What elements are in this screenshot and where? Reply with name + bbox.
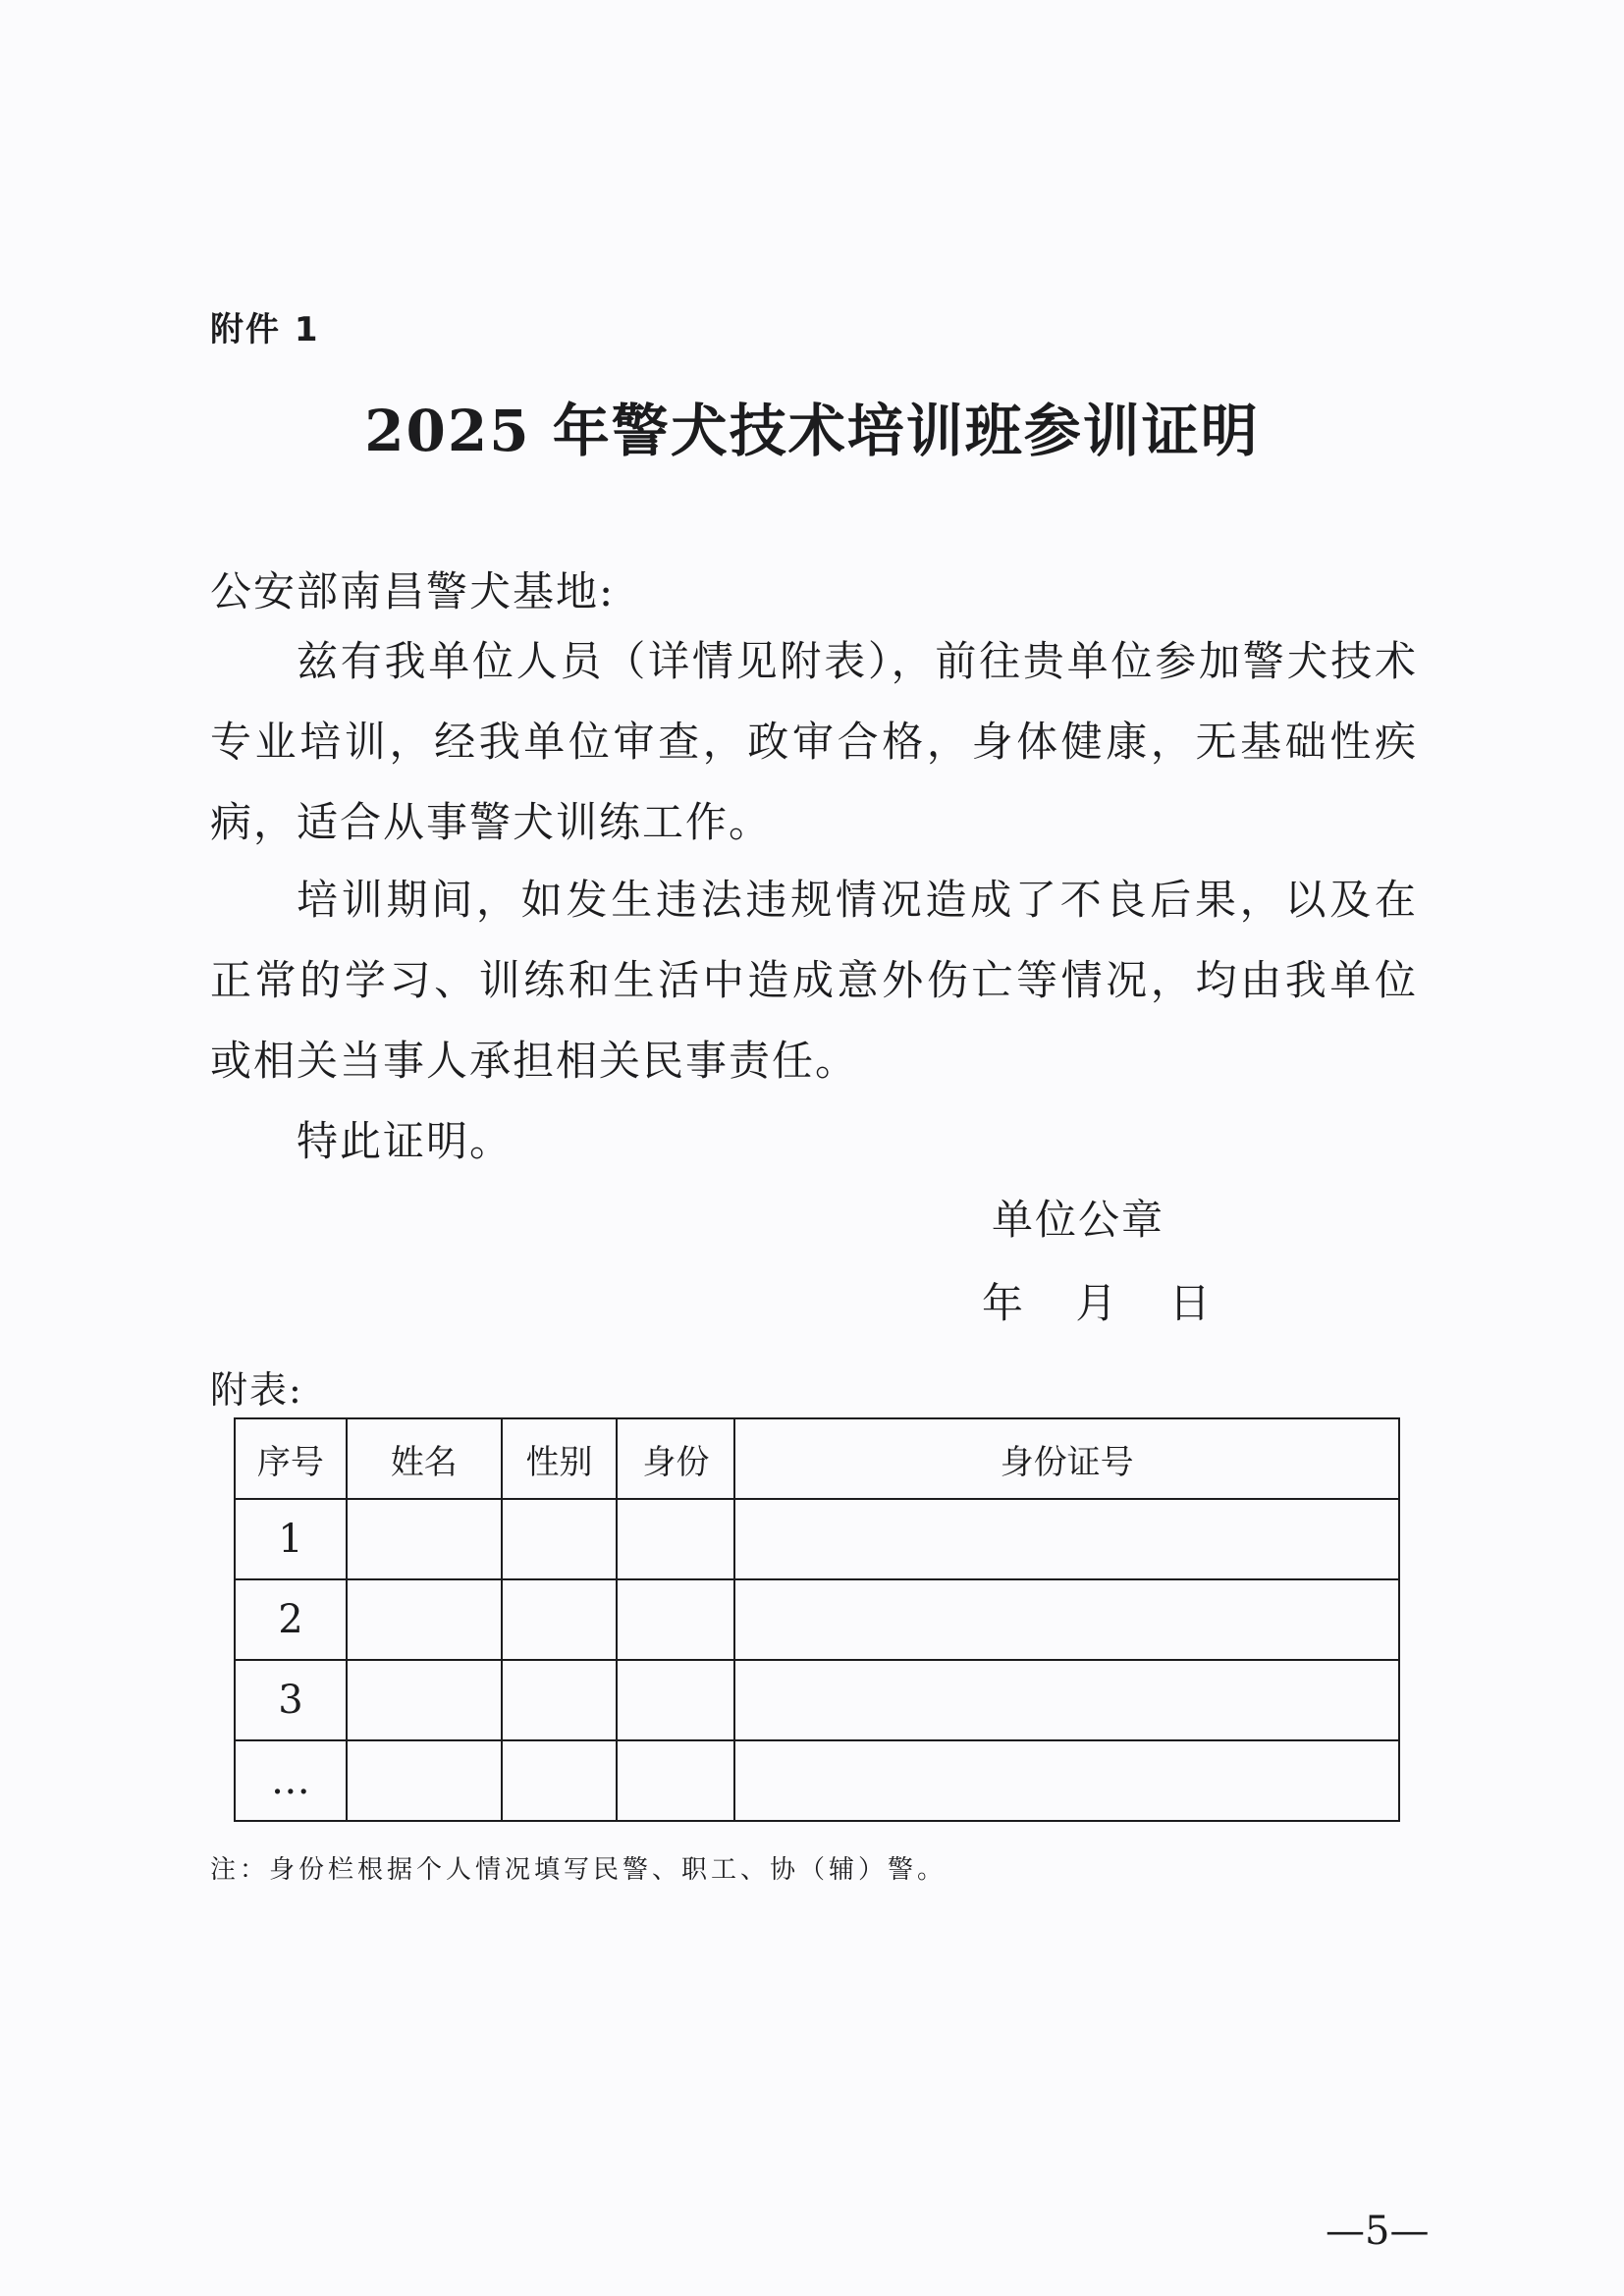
annex-label: 附表: (210, 1368, 303, 1412)
attachment-label: 附件 1 (210, 310, 320, 349)
paragraph-2: 培训期间，如发生违法违规情况造成了不良后果，以及在正常的学习、训练和生活中造成意外伤亡等情况，均由我单位或相关当事人承担相关民事责任。 (210, 876, 1418, 1085)
cell-name (347, 1579, 502, 1660)
cell-serial: 3 (235, 1660, 347, 1740)
cell-serial: … (235, 1740, 347, 1821)
header-identity: 身份 (617, 1418, 734, 1499)
cell-gender (502, 1660, 618, 1740)
date-month-label: 月 (1075, 1279, 1117, 1327)
cell-name (347, 1499, 502, 1579)
header-name: 姓名 (347, 1418, 502, 1499)
header-id-number: 身份证号 (734, 1418, 1399, 1499)
table-header-row (235, 1418, 1399, 1499)
cell-id-number (734, 1579, 1399, 1660)
table-note: 注：身份栏根据个人情况填写民警、职工、协（辅）警。 (210, 1855, 947, 1885)
cell-identity (617, 1499, 734, 1579)
cell-id-number (734, 1499, 1399, 1579)
table-row (235, 1579, 1399, 1660)
cell-identity (617, 1660, 734, 1740)
header-serial: 序号 (235, 1418, 347, 1499)
cell-serial: 1 (235, 1499, 347, 1579)
date-year-label: 年 (982, 1279, 1024, 1327)
date-day-label: 日 (1168, 1279, 1211, 1327)
paragraph-1: 兹有我单位人员（详情见附表），前往贵单位参加警犬技术专业培训，经我单位审查，政审合格，身体健康，无基础性疾病，适合从事警犬训练工作。 (210, 637, 1418, 846)
addressee: 公安部南昌警犬基地: (210, 567, 616, 615)
paragraph-3: 特此证明。 (297, 1117, 514, 1165)
cell-identity (617, 1740, 734, 1821)
cell-name (347, 1660, 502, 1740)
date-line (982, 1271, 1211, 1330)
cell-gender (502, 1579, 618, 1660)
cell-name (347, 1740, 502, 1821)
header-gender: 性别 (502, 1418, 618, 1499)
table-row (235, 1660, 1399, 1740)
document-title: 2025 年警犬技术培训班参训证明 (364, 398, 1260, 464)
cell-id-number (734, 1740, 1399, 1821)
cell-gender (502, 1499, 618, 1579)
cell-identity (617, 1579, 734, 1660)
table-row (235, 1740, 1399, 1821)
personnel-table (234, 1417, 1400, 1822)
cell-id-number (734, 1660, 1399, 1740)
cell-gender (502, 1740, 618, 1821)
table-row (235, 1499, 1399, 1579)
unit-seal-label: 单位公章 (992, 1196, 1165, 1244)
cell-serial: 2 (235, 1579, 347, 1660)
page-number: —5— (1326, 2209, 1430, 2254)
